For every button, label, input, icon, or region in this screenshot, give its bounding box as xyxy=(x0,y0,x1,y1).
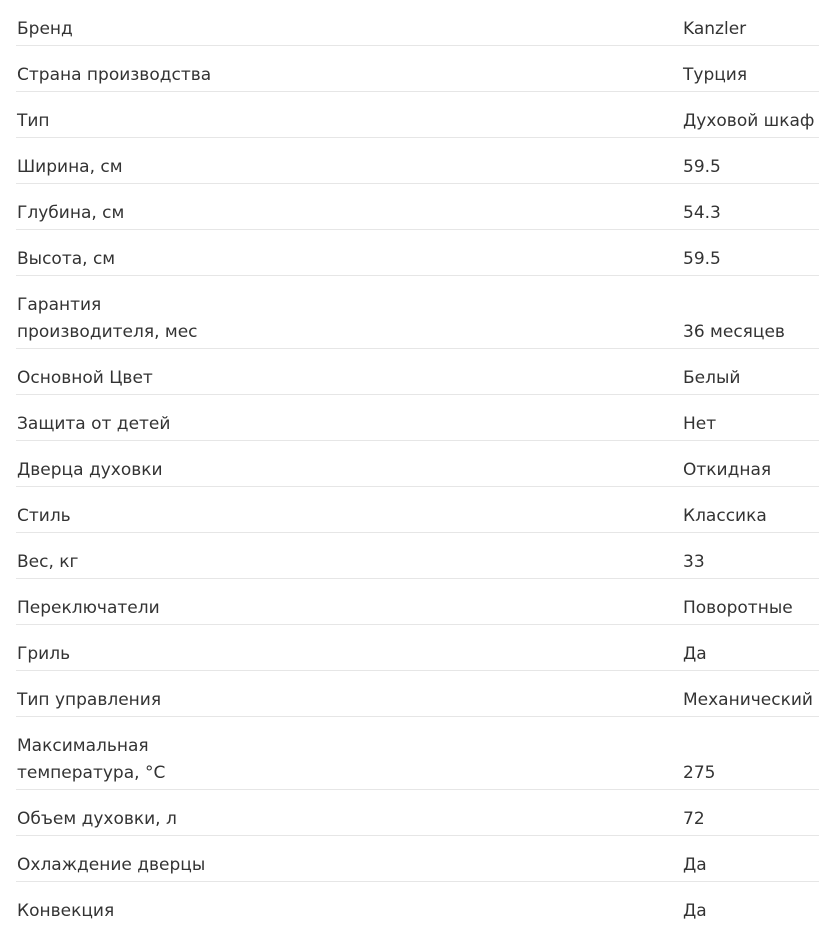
specifications-table xyxy=(16,0,819,928)
spec-value: Да xyxy=(683,644,707,664)
spec-value: Поворотные xyxy=(683,598,793,618)
spec-value: 33 xyxy=(683,552,705,572)
spec-row-child-lock xyxy=(16,395,819,441)
spec-label: Основной Цвет xyxy=(17,368,153,388)
spec-row-oven-volume xyxy=(16,790,819,836)
spec-row-switches xyxy=(16,579,819,625)
spec-row-convection xyxy=(16,882,819,928)
spec-label: Тип управления xyxy=(17,690,162,710)
spec-value: 54.3 xyxy=(683,203,721,223)
spec-value: Да xyxy=(683,901,707,921)
spec-row-control-type xyxy=(16,671,819,717)
spec-label: Охлаждение дверцы xyxy=(17,855,206,875)
spec-value: 72 xyxy=(683,809,705,829)
spec-value: Kanzler xyxy=(683,19,747,39)
spec-row-brand xyxy=(16,0,819,46)
spec-row-weight xyxy=(16,533,819,579)
spec-label: Конвекция xyxy=(17,901,115,921)
spec-label: Ширина, см xyxy=(17,157,123,177)
spec-value: 59.5 xyxy=(683,249,721,269)
spec-row-door-cooling xyxy=(16,836,819,882)
spec-label: Страна производства xyxy=(17,65,212,85)
spec-label: Высота, см xyxy=(17,249,116,269)
spec-value: Механический xyxy=(683,690,813,710)
spec-label: Тип xyxy=(17,111,50,131)
spec-value: 59.5 xyxy=(683,157,721,177)
spec-row-style xyxy=(16,487,819,533)
spec-value: Нет xyxy=(683,414,717,434)
spec-label: Защита от детей xyxy=(17,414,171,434)
spec-label: Максимальная температура, °C xyxy=(17,736,166,783)
spec-label: Гарантия производителя, мес xyxy=(17,295,198,342)
spec-value: Белый xyxy=(683,368,741,388)
spec-value: 275 xyxy=(683,763,716,783)
spec-row-max-temperature xyxy=(16,717,819,790)
spec-row-country xyxy=(16,46,819,92)
spec-label: Вес, кг xyxy=(17,552,79,572)
spec-value: Классика xyxy=(683,506,767,526)
spec-value: Турция xyxy=(683,65,748,85)
spec-value: Духовой шкаф xyxy=(683,111,815,131)
spec-row-type xyxy=(16,92,819,138)
spec-value: Да xyxy=(683,855,707,875)
spec-value: 36 месяцев xyxy=(683,322,785,342)
spec-label: Глубина, см xyxy=(17,203,125,223)
spec-row-oven-door xyxy=(16,441,819,487)
spec-row-color xyxy=(16,349,819,395)
spec-row-height xyxy=(16,230,819,276)
spec-row-depth xyxy=(16,184,819,230)
spec-row-grill xyxy=(16,625,819,671)
spec-row-width xyxy=(16,138,819,184)
spec-label: Объем духовки, л xyxy=(17,809,177,829)
spec-row-warranty xyxy=(16,276,819,349)
spec-label: Бренд xyxy=(17,19,73,39)
spec-label: Переключатели xyxy=(17,598,160,618)
spec-label: Стиль xyxy=(17,506,71,526)
spec-label: Гриль xyxy=(17,644,71,664)
spec-value: Откидная xyxy=(683,460,772,480)
spec-label: Дверца духовки xyxy=(17,460,163,480)
